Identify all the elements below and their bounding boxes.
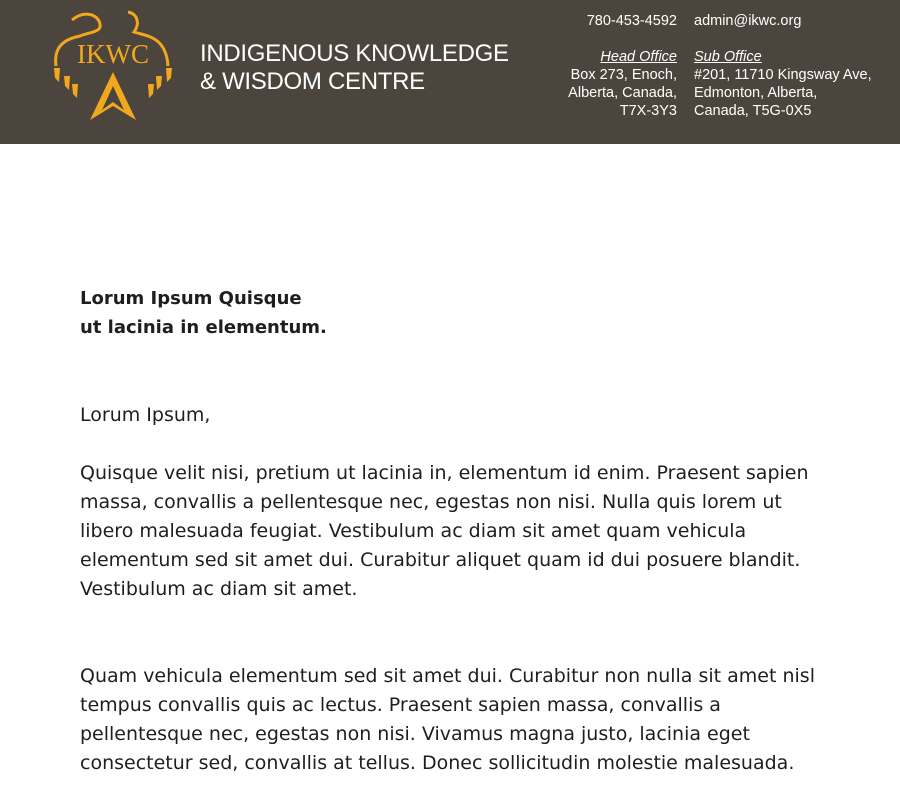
organization-name bbox=[200, 40, 509, 96]
title-line: ut lacinia in elementum. bbox=[80, 317, 327, 338]
letter-body bbox=[80, 284, 840, 778]
sub-office-contact bbox=[694, 12, 872, 120]
org-name-line: & WISDOM CENTRE bbox=[200, 68, 425, 95]
address-line: T7X-3Y3 bbox=[619, 103, 677, 119]
address-line: Box 273, Enoch, bbox=[570, 67, 677, 83]
address-line: #201, 11710 Kingsway Ave, bbox=[694, 67, 872, 83]
address-line: Edmonton, Alberta, bbox=[694, 85, 818, 101]
email-link[interactable]: admin@ikwc.org bbox=[694, 13, 802, 29]
sub-office-label: Sub Office bbox=[694, 49, 762, 65]
paragraph: Quam vehicula elementum sed sit amet dui. Curabitur non nulla sit amet nisl tempus convallis quis ac lectus. Praesent sapien massa, convallis a pellentesque nec, egestas non nisi. Vivamus magna justo, lacinia eget consectetur sed, convallis at tellus. Donec sollicitudin molestie malesuada. bbox=[80, 665, 815, 774]
letterhead bbox=[0, 0, 900, 144]
paragraph: Quisque velit nisi, pretium ut lacinia in, elementum id enim. Praesent sapien massa, convallis a pellentesque nec, egestas non nisi. Nulla quis lorem ut libero malesuada feugiat. Vestibulum ac diam sit amet quam vehicula elementum sed sit amet dui. Curabitur aliquet quam id dui posuere blandit. Vestibulum ac diam sit amet. bbox=[80, 462, 809, 600]
title-line: Lorum Ipsum Quisque bbox=[80, 288, 302, 309]
head-office-contact bbox=[568, 12, 677, 120]
letter-title bbox=[80, 284, 840, 342]
logo-text: IKWC bbox=[77, 39, 149, 69]
phone-number[interactable]: 780-453-4592 bbox=[586, 13, 677, 29]
address-line: Alberta, Canada, bbox=[568, 85, 677, 101]
address-line: Canada, T5G-0X5 bbox=[694, 103, 812, 119]
org-name-line: INDIGENOUS KNOWLEDGE bbox=[200, 40, 509, 67]
head-office-label: Head Office bbox=[600, 49, 677, 65]
ikwc-logo bbox=[50, 6, 176, 124]
greeting: Lorum Ipsum, bbox=[80, 404, 211, 426]
